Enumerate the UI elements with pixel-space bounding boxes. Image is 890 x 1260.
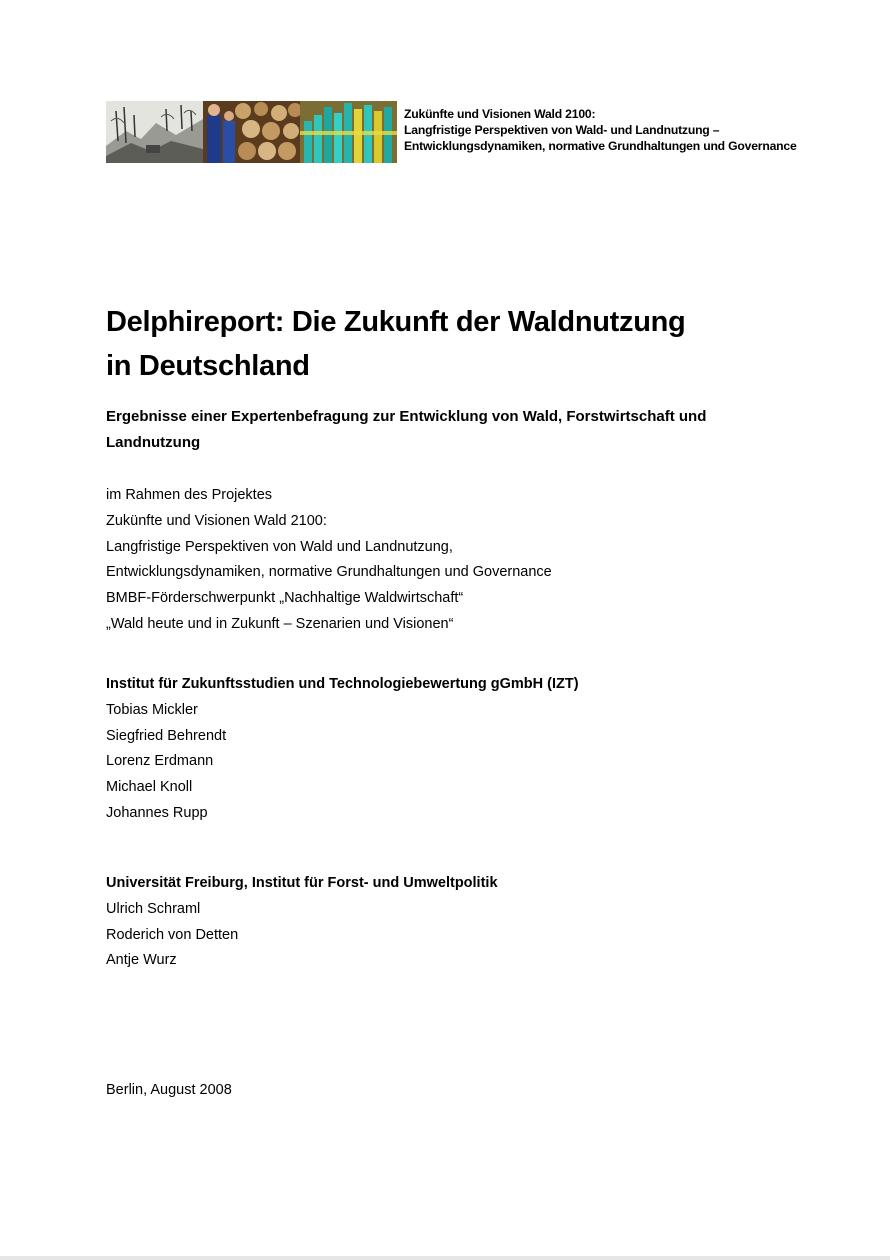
subtitle-line: Ergebnisse einer Expertenbefragung zur Entwicklung von Wald, Forstwirtschaft und <box>106 408 707 425</box>
title-line: Delphireport: Die Zukunft der Waldnutzung <box>106 306 686 338</box>
project-line: „Wald heute und in Zukunft – Szenarien und Visionen“ <box>106 615 454 632</box>
page-bottom-edge <box>0 1256 890 1260</box>
document-subtitle <box>106 404 746 456</box>
author-name: Siegfried Behrendt <box>106 727 227 744</box>
author-name: Michael Knoll <box>106 779 193 796</box>
author-name: Antje Wurz <box>106 952 177 969</box>
project-line: BMBF-Förderschwerpunkt „Nachhaltige Waldwirtschaft“ <box>106 590 464 607</box>
subtitle-line: Landnutzung <box>106 434 201 451</box>
project-line: Zukünfte und Visionen Wald 2100: <box>106 512 327 529</box>
author-name: Johannes Rupp <box>106 804 208 821</box>
header-project-title <box>404 106 797 154</box>
project-context <box>106 483 552 638</box>
author-name: Roderich von Detten <box>106 926 239 943</box>
institution-name: Universität Freiburg, Institut für Forst- und Umweltpolitik <box>106 875 498 891</box>
author-name: Lorenz Erdmann <box>106 753 214 770</box>
header-line: Zukünfte und Visionen Wald 2100: <box>404 107 596 121</box>
header-line: Entwicklungsdynamiken, normative Grundhaltungen und Governance <box>404 139 797 153</box>
title-line: in Deutschland <box>106 350 310 382</box>
institution-name: Institut für Zukunftsstudien und Technologiebewertung gGmbH (IZT) <box>106 676 579 692</box>
log-pile-image <box>203 101 300 163</box>
project-line: im Rahmen des Projektes <box>106 487 273 503</box>
header-image-strip <box>106 101 397 163</box>
header-line: Langfristige Perspektiven von Wald- und Landnutzung – <box>404 123 720 137</box>
document-title <box>106 300 806 388</box>
author-name: Ulrich Schraml <box>106 900 201 917</box>
publication-date: Berlin, August 2008 <box>106 1082 232 1098</box>
colored-posts-image <box>300 101 397 163</box>
project-line: Entwicklungsdynamiken, normative Grundhaltungen und Governance <box>106 564 552 581</box>
forest-landscape-sketch-image <box>106 101 203 163</box>
project-line: Langfristige Perspektiven von Wald und Landnutzung, <box>106 538 453 555</box>
izt-author-group <box>106 672 579 827</box>
freiburg-author-group <box>106 871 498 974</box>
author-name: Tobias Mickler <box>106 701 198 718</box>
